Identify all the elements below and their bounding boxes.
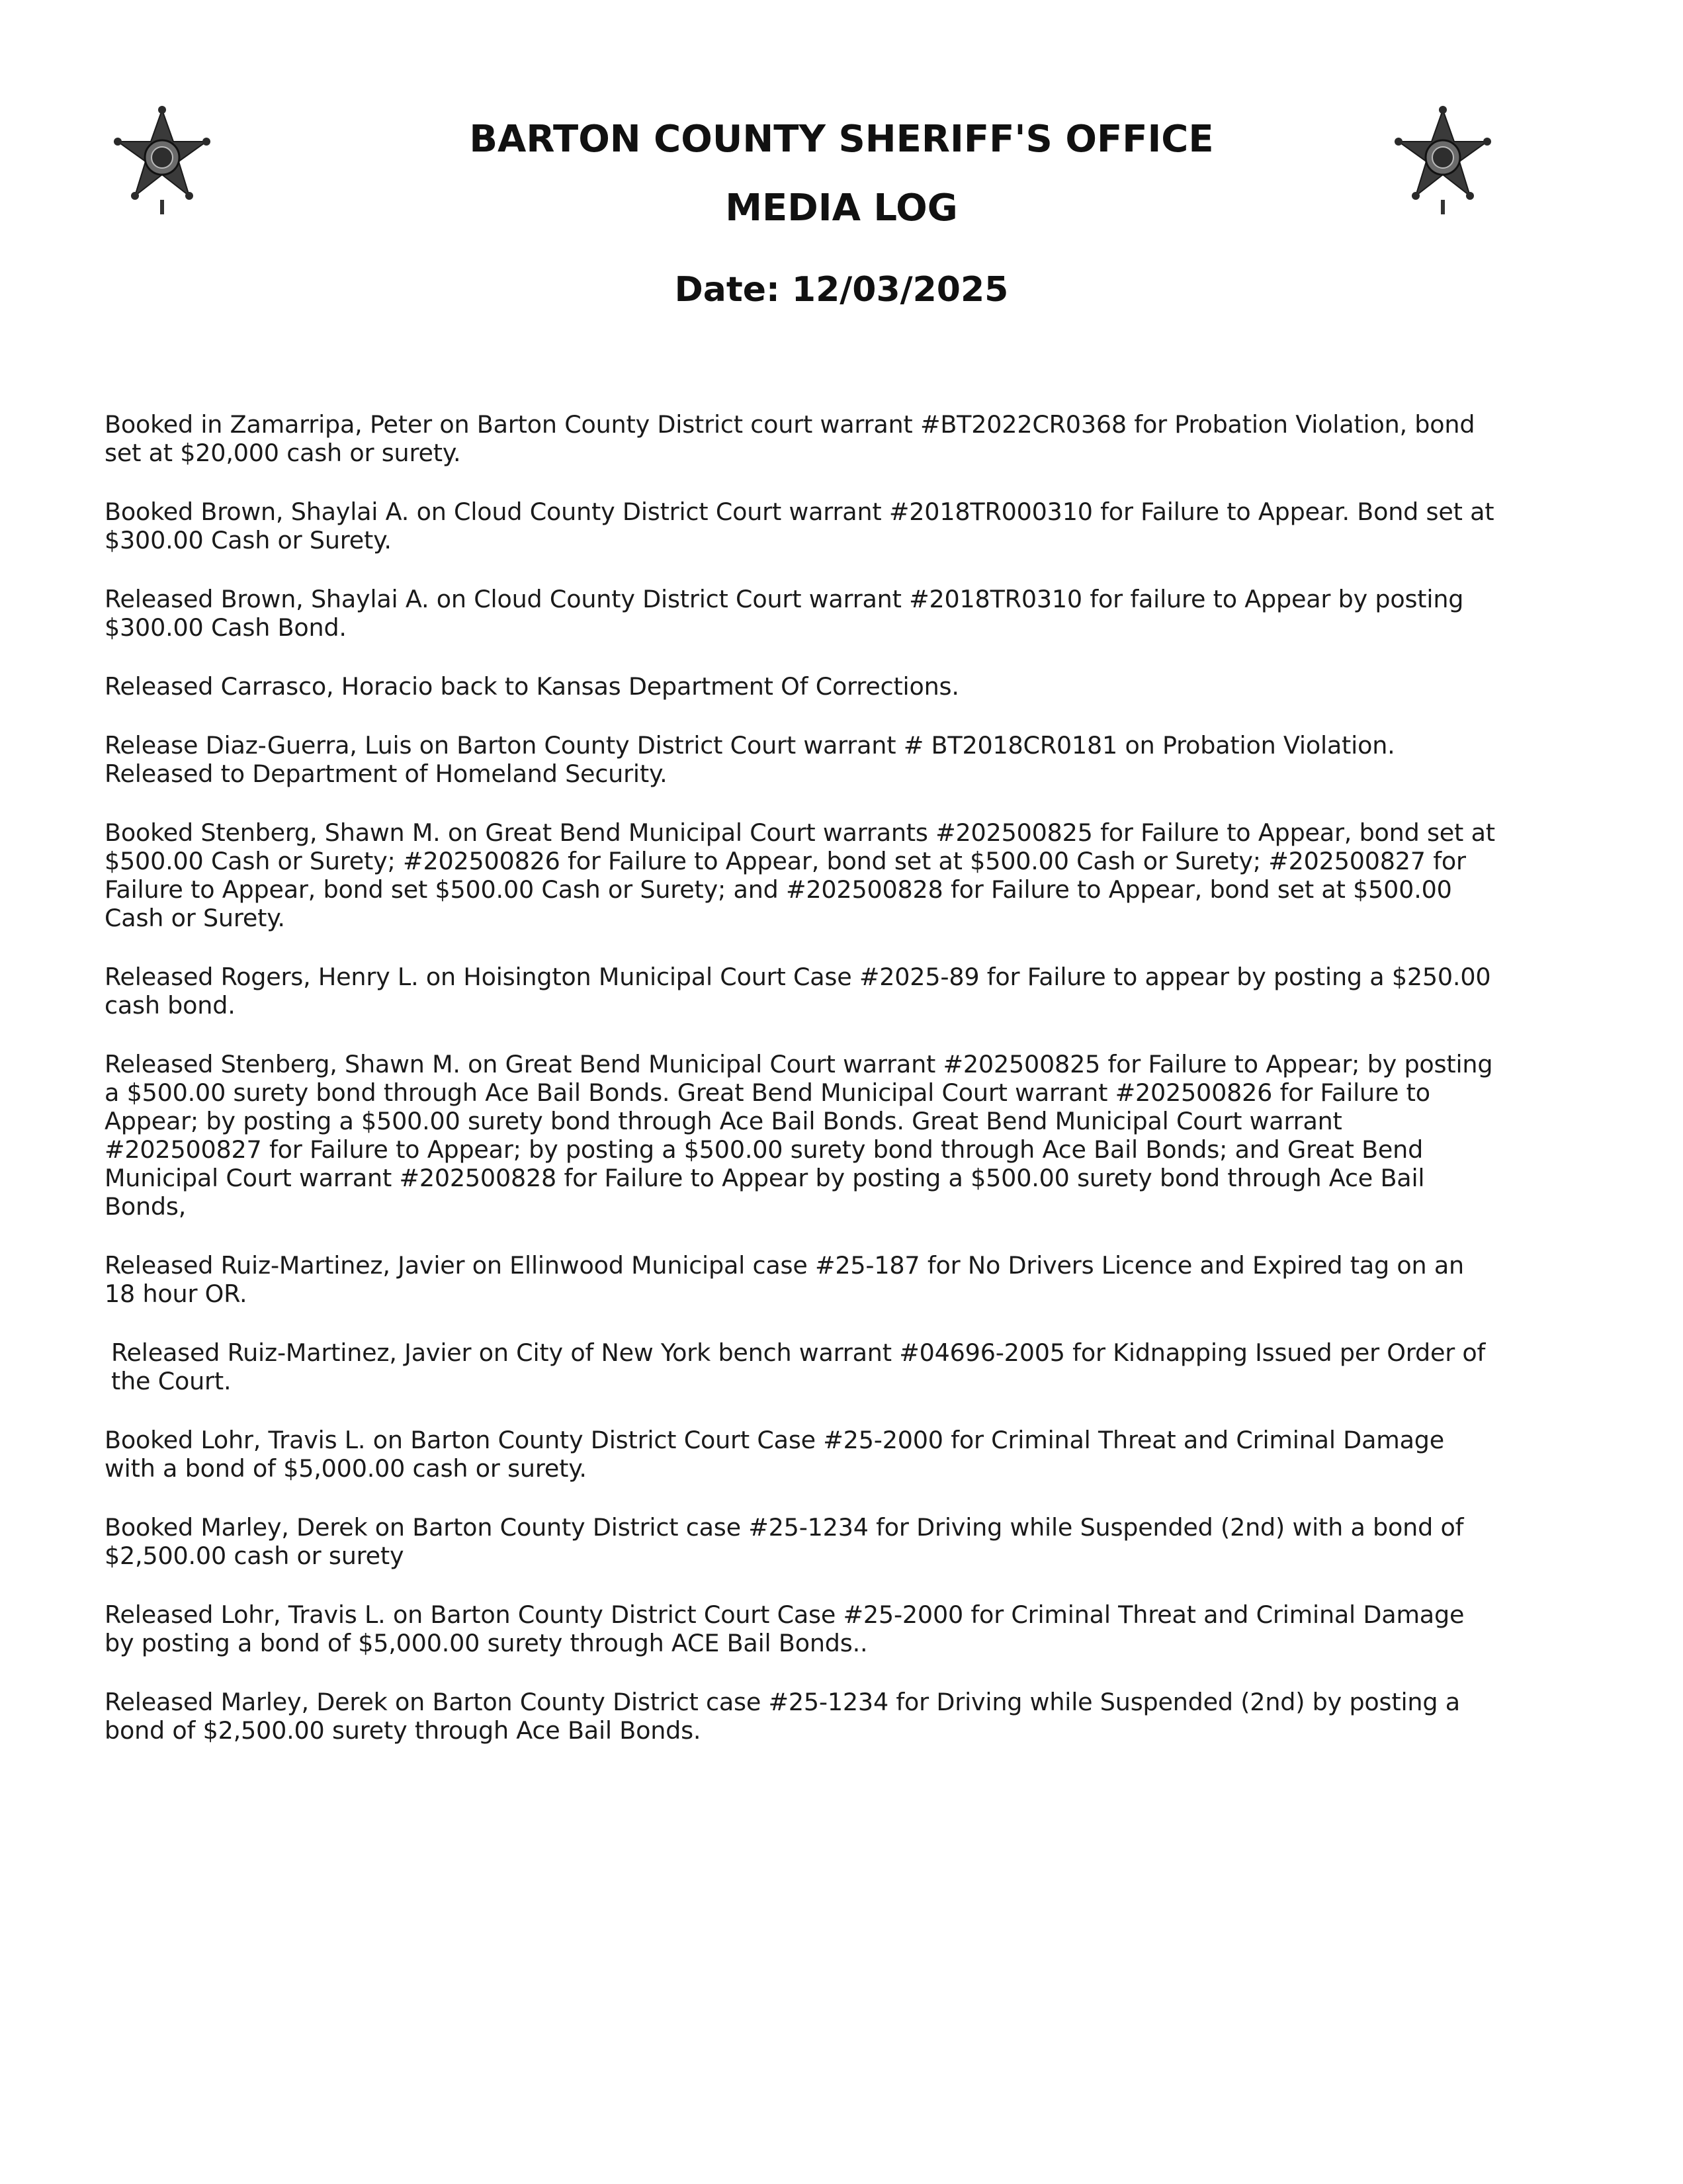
log-entry: Release Diaz-Guerra, Luis on Barton County District Court warrant # BT2018CR0181 on Probation Violation. Released to Department of Homeland Security. [105,731,1395,788]
log-entry: Released Lohr, Travis L. on Barton County District Court Case #25-2000 for Criminal Threat and Criminal Damage by posting a bond of $5,000.00 surety through ACE Bail Bonds.. [105,1600,1465,1657]
log-entry: Booked in Zamarripa, Peter on Barton County District court warrant #BT2022CR0368 for Probation Violation, bond set at $20,000 cash or surety. [105,410,1475,467]
log-entry: Released Rogers, Henry L. on Hoisington Municipal Court Case #2025-89 for Failure to appear by posting a $250.00 cash bond. [105,963,1491,1020]
page-subtitle: MEDIA LOG [725,187,958,230]
log-entry: Booked Stenberg, Shawn M. on Great Bend Municipal Court warrants #202500825 for Failure to Appear, bond set at $500.00 Cash or Surety; #202500826 for Failure to Appear, bond set at $500.00 Cash or Surety; #202500827 for Failure to Appear, bond set $500.00 Cash or Surety; and #202500828 for Failure to Appear, bond set at $500.00 Cash or Surety. [105,818,1495,932]
log-entry: Released Marley, Derek on Barton County District case #25-1234 for Driving while Suspended (2nd) by posting a bond of $2,500.00 surety through Ace Bail Bonds. [105,1688,1460,1745]
page-title: BARTON COUNTY SHERIFF'S OFFICE [469,118,1214,161]
log-entry: Released Carrasco, Horacio back to Kansas Department Of Corrections. [105,672,959,701]
log-entry: Booked Brown, Shaylai A. on Cloud County District Court warrant #2018TR000310 for Failure to Appear. Bond set at $300.00 Cash or Surety. [105,498,1494,554]
log-entry: Released Ruiz-Martinez, Javier on City of New York bench warrant #04696-2005 for Kidnapping Issued per Order of the Court. [111,1338,1486,1395]
log-entry: Released Ruiz-Martinez, Javier on Ellinwood Municipal case #25-187 for No Drivers Licence and Expired tag on an 18 hour OR. [105,1251,1464,1308]
log-entries [105,410,1500,1775]
log-entry: Booked Marley, Derek on Barton County District case #25-1234 for Driving while Suspended (2nd) with a bond of $2,500.00 cash or surety [105,1513,1464,1570]
log-entry: Released Stenberg, Shawn M. on Great Bend Municipal Court warrant #202500825 for Failure to Appear; by posting a $500.00 surety bond through Ace Bail Bonds. Great Bend Municipal Court warrant #202500826 for Failure to Appear; by posting a $500.00 surety bond through Ace Bail Bonds. Great Bend Municipal Court warrant #202500827 for Failure to Appear; by posting a $500.00 surety bond through Ace Bail Bonds; and Great Bend Municipal Court warrant #202500828 for Failure to Appear by posting a $500.00 surety bond through Ace Bail Bonds, [105,1050,1493,1221]
log-entry: Released Brown, Shaylai A. on Cloud County District Court warrant #2018TR0310 for failure to Appear by posting $300.00 Cash Bond. [105,585,1464,642]
log-date: Date: 12/03/2025 [674,270,1009,310]
log-entry: Booked Lohr, Travis L. on Barton County District Court Case #25-2000 for Criminal Threat and Criminal Damage with a bond of $5,000.00 cash or surety. [105,1426,1444,1483]
